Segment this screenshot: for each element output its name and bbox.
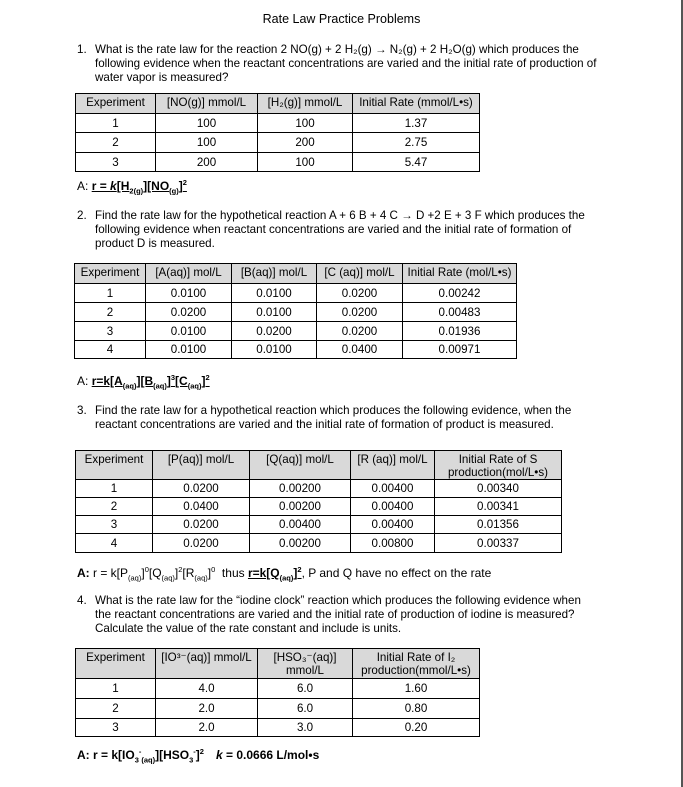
answer-label: A:: [77, 748, 90, 762]
value-cell: 0.00341: [435, 498, 562, 516]
formula-part: = 0.0666 L/mol•s: [222, 748, 320, 762]
value-cell: 0.01936: [403, 322, 517, 341]
formula-part: [C: [175, 374, 188, 388]
table-row: [76, 498, 562, 516]
value-cell: 2.0: [156, 699, 258, 719]
value-cell: 0.00400: [250, 516, 351, 534]
value-cell: 200: [156, 153, 258, 172]
table-row: [75, 284, 517, 303]
value-cell: 0.0200: [153, 480, 250, 498]
table-row: [76, 480, 562, 498]
table-header-row: [76, 649, 480, 679]
formula-part: 3: [170, 373, 176, 382]
formula-part: (aq): [279, 573, 294, 583]
experiment-number-cell: 1: [76, 114, 156, 133]
experiment-number-cell: 4: [76, 534, 153, 553]
formula-part: (aq): [187, 381, 202, 391]
data-table-1: [75, 93, 480, 172]
table-header-row: [76, 94, 480, 114]
formula-part: , P and Q have no effect on the rate: [301, 566, 492, 580]
formula-part: ]: [201, 374, 206, 388]
experiment-number-cell: 2: [76, 699, 156, 719]
formula-part: 3: [134, 755, 139, 765]
question-text: Find the rate law for a hypothetical reaction which produces the following evidence, when the reactant concentrations are varied and the initial rate of formation of product is measured.: [95, 404, 572, 431]
formula-part: ]: [174, 566, 179, 580]
value-cell: 2.75: [353, 133, 480, 153]
value-cell: 0.0400: [317, 341, 403, 359]
experiment-number-cell: 2: [76, 133, 156, 153]
value-cell: 0.0100: [232, 303, 317, 322]
formula-part: 2: [182, 178, 187, 187]
table-header-row: [76, 451, 562, 480]
table-row: [76, 114, 480, 133]
formula-part: 2: [205, 373, 210, 382]
experiment-number-cell: 2: [76, 498, 153, 516]
formula-part: k: [215, 748, 223, 762]
table-row: [76, 516, 562, 534]
question-number: 1.: [77, 43, 87, 56]
value-cell: 0.0200: [153, 534, 250, 553]
column-header: [R (aq)] mol/L: [351, 451, 435, 480]
value-cell: 0.0200: [317, 322, 403, 341]
value-cell: 0.00200: [250, 534, 351, 553]
formula-part: 2: [297, 565, 302, 574]
value-cell: 100: [258, 153, 353, 172]
question-1: [77, 43, 597, 85]
formula-part: thus: [215, 566, 248, 580]
data-table-3: [75, 450, 562, 553]
formula-part: 3: [189, 755, 194, 765]
value-cell: 0.00340: [435, 480, 562, 498]
answer-4: [77, 747, 320, 765]
formula-part: 0: [211, 565, 216, 574]
column-header: [Q(aq)] mol/L: [250, 451, 351, 480]
value-cell: 4.0: [156, 679, 258, 699]
formula-part: (aq): [194, 573, 208, 583]
formula-part: (g): [169, 186, 179, 196]
value-cell: 0.01356: [435, 516, 562, 534]
question-text: Find the rate law for the hypothetical reaction A + 6 B + 4 C → D +2 E + 3 F which produces the following evidence when reactant concentrations are varied and the initial rate of formation of product D is measured.: [95, 209, 585, 250]
value-cell: 0.0400: [153, 498, 250, 516]
table-row: [76, 133, 480, 153]
formula-part: (aq): [161, 573, 175, 583]
experiment-number-cell: 2: [75, 303, 146, 322]
column-header: Initial Rate of I₂ production(mmol/L•s): [353, 649, 480, 679]
column-header: [C (aq)] mol/L: [317, 264, 403, 284]
table-row: [75, 303, 517, 322]
formula-part: ]: [195, 748, 200, 762]
experiment-number-cell: 3: [75, 322, 146, 341]
column-header: Initial Rate of S production(mol/L•s): [435, 451, 562, 480]
table-row: [76, 699, 480, 719]
value-cell: 0.0100: [146, 341, 232, 359]
formula-part: [R: [182, 566, 195, 580]
answer-label: A:: [77, 179, 89, 193]
formula-part: r =: [91, 179, 111, 193]
formula-part: [H: [116, 179, 130, 193]
value-cell: 5.47: [353, 153, 480, 172]
answer-label: A:: [77, 566, 90, 580]
value-cell: 200: [258, 133, 353, 153]
question-number: 2.: [77, 209, 87, 222]
value-cell: 0.80: [353, 699, 480, 719]
table-row: [76, 534, 562, 553]
formula-part: 2(g): [129, 186, 144, 196]
formula-part: r = k[IO: [89, 748, 135, 762]
column-header: Experiment: [76, 649, 156, 679]
value-cell: 6.0: [258, 699, 353, 719]
experiment-number-cell: 3: [76, 516, 153, 534]
formula-part: 2: [178, 565, 183, 574]
value-cell: 0.20: [353, 719, 480, 737]
formula-part: ]: [166, 374, 171, 388]
value-cell: 0.00483: [403, 303, 517, 322]
formula-part: ][HSO: [155, 748, 190, 762]
column-header: [H₂(g)] mmol/L: [258, 94, 353, 114]
value-cell: 0.00400: [351, 480, 435, 498]
value-cell: 100: [156, 114, 258, 133]
value-cell: 2.0: [156, 719, 258, 737]
formula-part: r = k[P: [89, 566, 129, 580]
value-cell: 0.00242: [403, 284, 517, 303]
table-row: [76, 719, 480, 737]
column-header: Initial Rate (mmol/L•s): [353, 94, 480, 114]
formula-part: -: [193, 747, 196, 756]
question-number: 4.: [77, 594, 87, 607]
column-header: Experiment: [76, 451, 153, 480]
value-cell: 0.0100: [232, 284, 317, 303]
value-cell: 0.0200: [146, 303, 232, 322]
value-cell: 0.0200: [232, 322, 317, 341]
table-row: [75, 322, 517, 341]
formula-part: k: [110, 179, 117, 193]
column-header: Experiment: [75, 264, 146, 284]
formula-part: -: [138, 747, 142, 756]
value-cell: 0.00200: [250, 498, 351, 516]
formula-part: 2: [199, 747, 204, 756]
question-text: What is the rate law for the reaction 2 NO(g) + 2 H₂(g) → N₂(g) + 2 H₂O(g) which produces the following evidence when the reactant concentrations are varied and the initial rate of production of water vapor is measured?: [95, 43, 597, 84]
column-header: [IO³⁻(aq)] mmol/L: [156, 649, 258, 679]
value-cell: 6.0: [258, 679, 353, 699]
formula-part: [Q: [148, 566, 162, 580]
page-title: Rate Law Practice Problems: [262, 12, 421, 26]
value-cell: 1.37: [353, 114, 480, 133]
experiment-number-cell: 1: [76, 480, 153, 498]
formula-part: (aq): [128, 573, 142, 583]
value-cell: 100: [258, 114, 353, 133]
value-cell: 0.00971: [403, 341, 517, 359]
answer-1: [77, 178, 187, 196]
formula-part: ]: [141, 566, 145, 580]
column-header: Initial Rate (mol/L•s): [403, 264, 517, 284]
column-header: [B(aq)] mol/L: [232, 264, 317, 284]
value-cell: 0.00400: [351, 516, 435, 534]
experiment-number-cell: 3: [76, 153, 156, 172]
data-table-4: [75, 648, 480, 737]
column-header: [A(aq)] mol/L: [146, 264, 232, 284]
column-header: [NO(g)] mmol/L: [156, 94, 258, 114]
experiment-number-cell: 3: [76, 719, 156, 737]
table-header-row: [75, 264, 517, 284]
formula-part: r=k[Q: [247, 566, 280, 580]
formula-part: ]: [178, 179, 183, 193]
formula-part: ]: [207, 566, 212, 580]
formula-part: (aq): [141, 755, 156, 765]
value-cell: 0.0100: [146, 284, 232, 303]
formula-part: r=k[A: [91, 374, 123, 388]
formula-part: (aq): [122, 381, 137, 391]
experiment-number-cell: 1: [75, 284, 146, 303]
value-cell: 0.0200: [317, 303, 403, 322]
column-header: Experiment: [76, 94, 156, 114]
value-cell: 0.0100: [146, 322, 232, 341]
formula-part: ][NO: [143, 179, 170, 193]
question-number: 3.: [77, 404, 87, 417]
value-cell: 0.00400: [351, 498, 435, 516]
value-cell: 0.00800: [351, 534, 435, 553]
answer-label: A:: [77, 374, 89, 388]
value-cell: 0.00337: [435, 534, 562, 553]
value-cell: 0.0200: [153, 516, 250, 534]
formula-part: (aq): [153, 381, 167, 391]
question-2: [77, 209, 597, 251]
data-table-2: [74, 263, 517, 359]
value-cell: 0.0200: [317, 284, 403, 303]
formula-part: ][B: [136, 374, 154, 388]
formula-part: ]: [293, 566, 298, 580]
question-text: What is the rate law for the “iodine clock” reaction which produces the following evidence when the reactant concentrations are varied and the initial rate of production of iodine is measured? Calculate the value of the rate constant and include is units.: [95, 594, 581, 635]
value-cell: 0.00200: [250, 480, 351, 498]
question-4: [77, 594, 597, 636]
table-row: [75, 341, 517, 359]
value-cell: 100: [156, 133, 258, 153]
table-row: [76, 153, 480, 172]
experiment-number-cell: 1: [76, 679, 156, 699]
column-header: [P(aq)] mol/L: [153, 451, 250, 480]
value-cell: 3.0: [258, 719, 353, 737]
value-cell: 0.0100: [232, 341, 317, 359]
column-header: [HSO₃⁻(aq)] mmol/L: [258, 649, 353, 679]
question-3: [77, 404, 597, 432]
answer-2: [77, 373, 210, 391]
formula-part: 0: [144, 565, 149, 574]
answer-3: [77, 565, 492, 583]
value-cell: 1.60: [353, 679, 480, 699]
table-row: [76, 679, 480, 699]
experiment-number-cell: 4: [75, 341, 146, 359]
